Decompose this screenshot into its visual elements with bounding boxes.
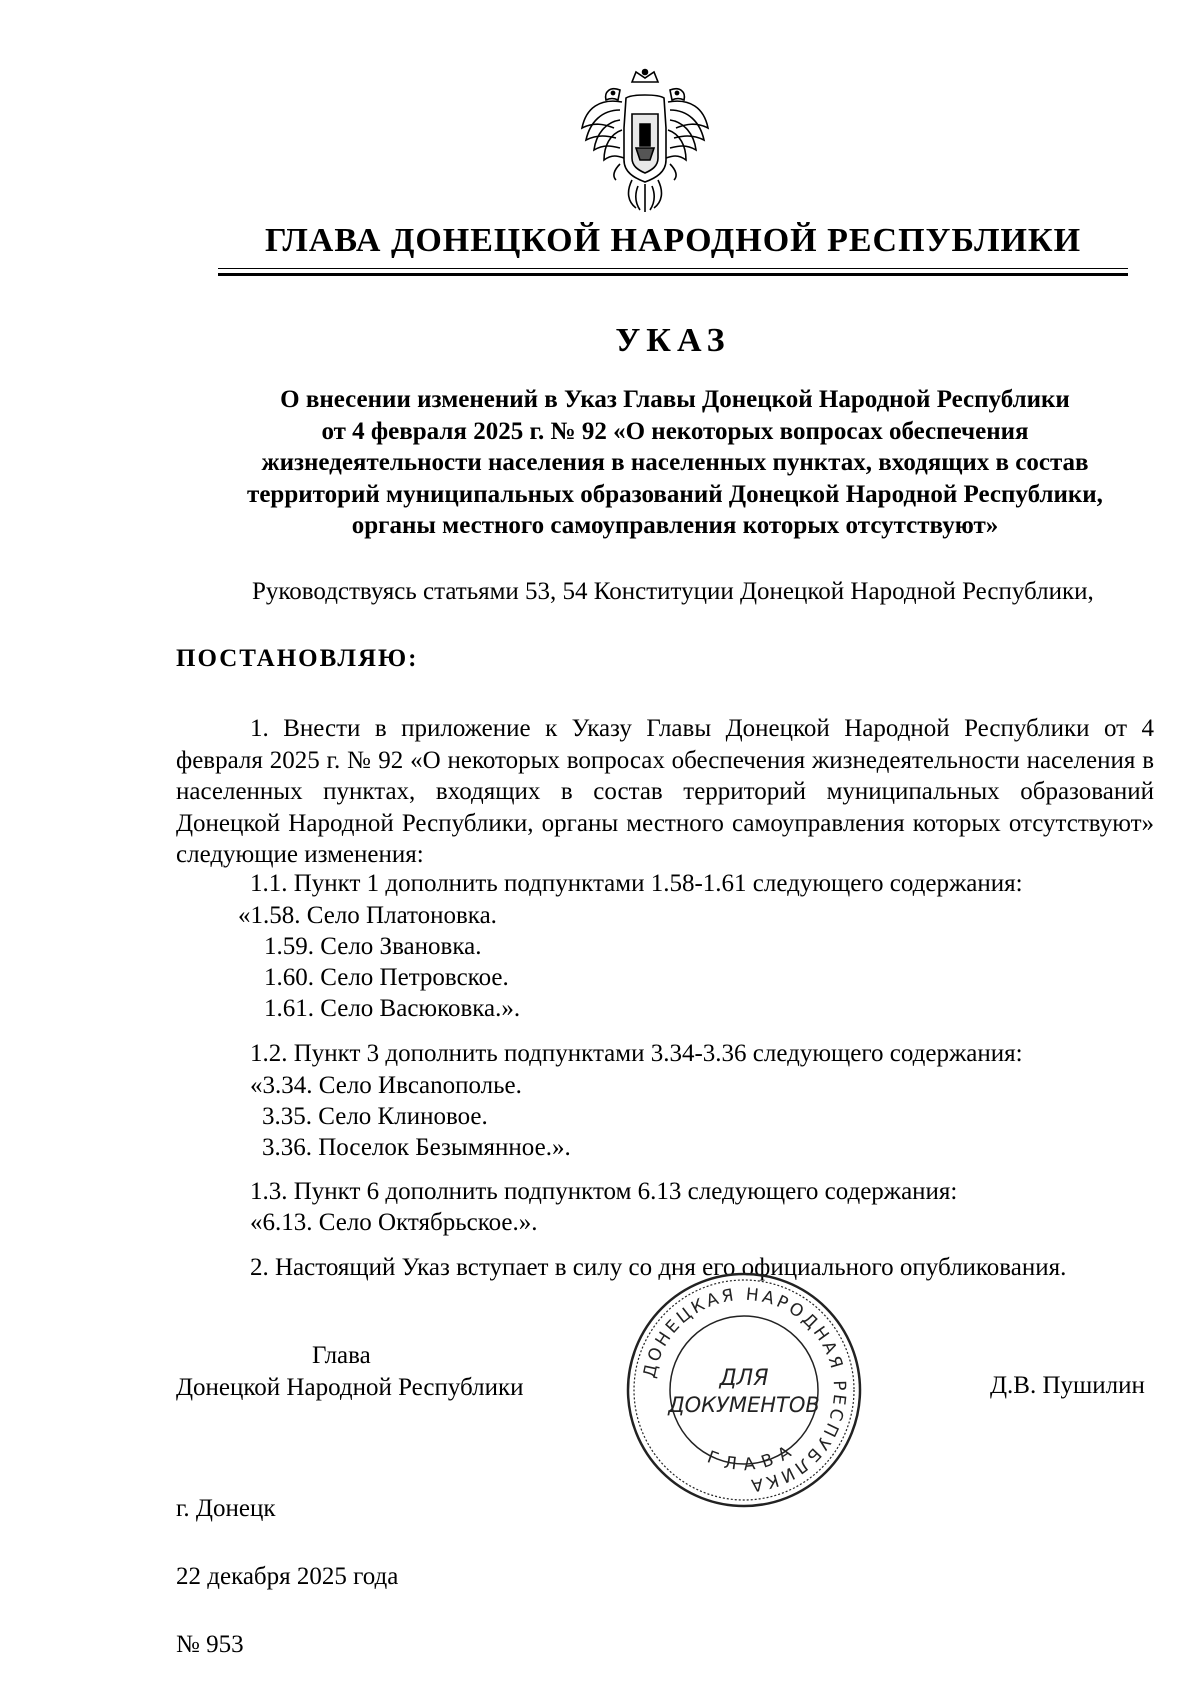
subject-line: жизнедеятельности населения в населенных пунктах, входящих в состав (261, 449, 1089, 476)
clause-2: 2. Настоящий Указ вступает в силу со дня его официального опубликования. (250, 1254, 1067, 1281)
list-item: 3.35. Село Клиновое. (262, 1103, 488, 1130)
subject-line: территорий муниципальных образований Донецкой Народной Республики, (247, 480, 1103, 508)
place-of-signing: г. Донецк (176, 1495, 276, 1522)
signatory-position-line1: Глава (312, 1342, 371, 1369)
document-type-heading: УКАЗ (615, 322, 731, 359)
header-rule-thick (218, 273, 1128, 276)
seal-center-line1: ДЛЯ (719, 1366, 769, 1391)
seal-center-line2: ДОКУМЕНТОВ (668, 1393, 820, 1417)
signatory-position-line2: Донецкой Народной Республики (176, 1374, 524, 1401)
document-number: № 953 (176, 1631, 244, 1658)
header-rule-thin (218, 268, 1128, 269)
list-item: 1.61. Село Васюковка.». (264, 995, 521, 1022)
list-item: «3.34. Село Ивcanoполье. (250, 1072, 522, 1099)
document-date: 22 декабря 2025 года (176, 1563, 399, 1590)
clause-1-2-intro: 1.2. Пункт 3 дополнить подпунктами 3.34-3.36 следующего содержания: (250, 1040, 1023, 1067)
decree-word: ПОСТАНОВЛЯЮ: (176, 645, 419, 672)
document-subject (190, 384, 1160, 542)
signatory-position (176, 1340, 524, 1404)
list-item: «6.13. Село Октябрьское.». (250, 1209, 538, 1236)
list-item: «1.58. Село Платоновка. (238, 902, 497, 929)
clause-1-1-intro: 1.1. Пункт 1 дополнить подпунктами 1.58-1.61 следующего содержания: (250, 870, 1023, 897)
seal-ring-text: ДОНЕЦКАЯ НАРОДНАЯ РЕСПУБЛИКА (639, 1284, 850, 1496)
subject-line: О внесении изменений в Указ Главы Донецкой Народной Республики (280, 386, 1070, 413)
coat-of-arms-emblem (580, 68, 710, 216)
clause-1-3-intro: 1.3. Пункт 6 дополнить подпунктом 6.13 следующего содержания: (250, 1178, 958, 1205)
list-item: 1.59. Село Звановка. (264, 933, 482, 960)
official-seal (624, 1270, 864, 1510)
legal-basis-text: Руководствуясь статьями 53, 54 Конституции Донецкой Народной Республики, (252, 578, 1094, 605)
clause-1: 1. Внести в приложение к Указу Главы Донецкой Народной Республики от 4 февраля 2025 г. № 92 «О некоторых вопросах обеспечения жизнедеятельности населения в населенных пунктах, входящих в состав территорий муниципальных образований Донецкой Народной Республики, органы местного самоуправления которых отсутствуют» следующие изменения: (176, 715, 1154, 868)
issuing-authority-title: ГЛАВА ДОНЕЦКОЙ НАРОДНОЙ РЕСПУБЛИКИ (264, 222, 1082, 259)
list-item: 3.36. Поселок Безымянное.». (262, 1134, 571, 1161)
subject-line: от 4 февраля 2025 г. № 92 «О некоторых вопросах обеспечения (321, 417, 1029, 445)
seal-bottom-text: ГЛАВА (704, 1438, 802, 1476)
list-item: 1.60. Село Петровское. (264, 964, 509, 991)
subject-line: органы местного самоуправления которых отсутствуют» (351, 512, 999, 539)
signatory-name: Д.В. Пушилин (990, 1372, 1145, 1399)
